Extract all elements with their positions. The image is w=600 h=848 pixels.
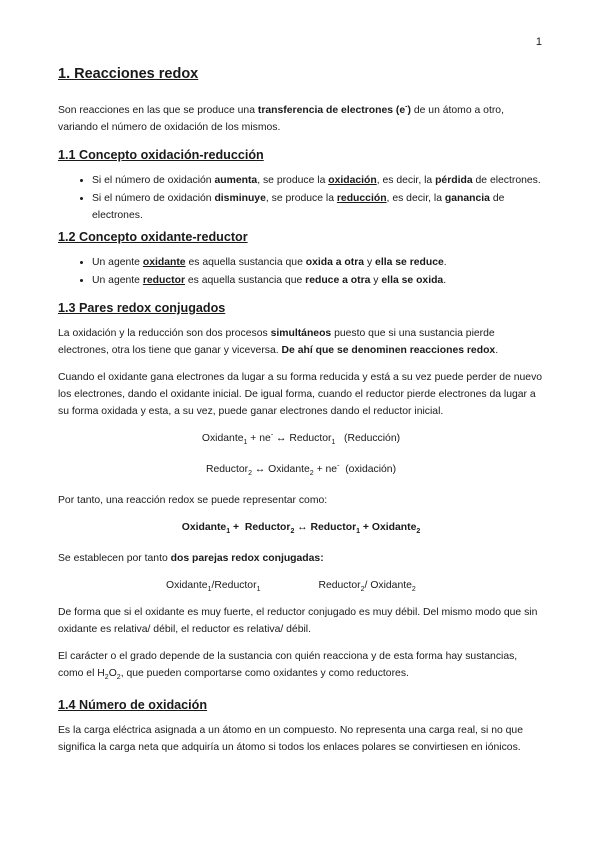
paragraph: Es la carga eléctrica asignada a un átomo en un compuesto. No representa una carga real, si no que significa la carga neta que adquiría un átomo si todos los enlaces polares se convirtiesen en iónicos. [58, 725, 523, 753]
intro-paragraph [58, 102, 544, 136]
intro-text-2: de un átomo a otro, variando el número de oxidación de los mismos. [58, 105, 504, 133]
eq-term: Oxidante [181, 522, 227, 533]
key-term-underlined: reducción [336, 193, 387, 204]
redox-pair-1 [166, 577, 260, 594]
paragraph: De forma que si el oxidante es muy fuerte, el reductor conjugado es muy débil. Del mismo modo que sin oxidante es relativa/ débil, el reductor es relativa/ débil. [58, 607, 538, 635]
text: El carácter o el grado depende de la sustancia con quién reacciona y de esta forma hay sustancias, como el H [58, 651, 518, 679]
eq-term: (oxidación) [339, 464, 397, 475]
section-heading-1-4: 1.4 Número de oxidación [58, 698, 208, 712]
text: Si el número de oxidación [92, 193, 215, 204]
equation-oxidation [58, 461, 544, 478]
intro-key-term [258, 105, 411, 116]
list-item [92, 272, 544, 289]
list-item [92, 172, 544, 189]
eq-sub: 1 [207, 586, 212, 594]
eq-term: / Oxidante [364, 580, 412, 591]
text: . [443, 257, 447, 268]
redox-pairs [166, 577, 544, 594]
page-content [58, 64, 544, 766]
paragraph: Cuando el oxidante gana electrones da lugar a su forma reducida y está a su vez puede perder de nuevo los electrones, dando el oxidante inicial. De igual forma, cuando el reductor pierde electrones da lugar a su forma oxidada y esta, a su vez, puede ganar electrones dando el reductor inicial. [58, 372, 543, 417]
eq-sub: 1 [243, 439, 248, 447]
eq-term: Reductor [205, 464, 249, 475]
eq-sup: - [337, 462, 340, 470]
text: de electrones. [472, 175, 541, 186]
section-heading-1-3: 1.3 Pares redox conjugados [58, 301, 226, 315]
key-term: oxida a otra [305, 257, 365, 268]
eq-term: (Reducción) [335, 433, 401, 444]
text: y [370, 275, 382, 286]
eq-term: Oxidante [166, 580, 208, 591]
eq-term: + Reductor [230, 522, 291, 533]
eq-term: Reductor [318, 580, 361, 591]
eq-sub: 1 [331, 439, 336, 447]
eq-term: + ne [247, 433, 271, 444]
eq-sub: 1 [356, 528, 361, 536]
bullet-list-1-2 [58, 254, 544, 289]
text: , es decir, la [376, 175, 436, 186]
eq-sub: 2 [411, 586, 416, 594]
text: de electrones. [92, 193, 505, 221]
equation-reduction [58, 430, 544, 447]
text: es aquella sustancia que [185, 257, 306, 268]
key-term: dos parejas redox conjugadas: [170, 553, 324, 564]
text: , que pueden comportarse como oxidantes y como reductores. [120, 668, 409, 679]
paragraph [58, 648, 544, 682]
eq-sup: - [270, 431, 274, 439]
text: puesto que si una sustancia pierde electrones, otra los tiene que ganar y viceversa. [58, 328, 495, 356]
key-term: simultáneos [270, 328, 332, 339]
key-term: reduce a otra [305, 275, 371, 286]
paragraph [58, 325, 544, 359]
text: . [443, 275, 447, 286]
eq-term: ↔ Oxidante [252, 464, 310, 475]
eq-sub: 1 [226, 528, 231, 536]
text: O [108, 668, 117, 679]
key-term: De ahí que se denominen reacciones redox [281, 345, 496, 356]
text: Si el número de oxidación [92, 175, 215, 186]
intro-sup: - [405, 103, 408, 111]
paragraph: Por tanto, una reacción redox se puede representar como: [58, 495, 328, 506]
page-number: 1 [535, 36, 542, 48]
eq-sub: 1 [256, 586, 261, 594]
text: y [364, 257, 376, 268]
text: , es decir, la [386, 193, 445, 204]
paragraph [58, 550, 544, 567]
intro-key-2: ) [407, 105, 411, 116]
intro-key-1: transferencia de electrones (e [257, 105, 406, 116]
eq-term: + Oxidante [360, 522, 417, 533]
key-term: ella se reduce [375, 257, 444, 268]
text: , se produce la [257, 175, 329, 186]
section-heading-1-1: 1.1 Concepto oxidación-reducción [58, 148, 264, 162]
text: es aquella sustancia que [185, 275, 306, 286]
text: , se produce la [265, 193, 337, 204]
section-heading-1-2: 1.2 Concepto oxidante-reductor [58, 230, 248, 244]
eq-sub: 2 [248, 470, 253, 478]
equation-redox-overall [58, 519, 544, 536]
key-term-underlined: oxidante [142, 257, 186, 268]
eq-sub: 2 [309, 470, 314, 478]
eq-sub: 2 [360, 586, 365, 594]
eq-term: ↔ Reductor [294, 522, 357, 533]
list-item [92, 190, 544, 224]
eq-term: /Reductor [211, 580, 257, 591]
list-item [92, 254, 544, 271]
key-term: aumenta [214, 175, 258, 186]
formula-sub: 2 [104, 674, 109, 682]
eq-sub: 2 [290, 528, 295, 536]
text: Se establecen por tanto [58, 553, 171, 564]
text: La oxidación y la reducción son dos procesos [58, 328, 271, 339]
key-term-underlined: oxidación [328, 175, 377, 186]
eq-sub: 2 [416, 528, 421, 536]
redox-pair-2 [318, 577, 415, 594]
text: Un agente [92, 257, 143, 268]
text: Un agente [92, 275, 143, 286]
formula-sub: 2 [116, 674, 121, 682]
key-term: pérdida [435, 175, 473, 186]
key-term: ella se oxida [381, 275, 444, 286]
key-term: disminuye [214, 193, 266, 204]
page-title: 1. Reacciones redox [58, 66, 199, 82]
eq-term: + ne [313, 464, 338, 475]
key-term-underlined: reductor [142, 275, 185, 286]
text: . [495, 345, 499, 356]
key-term: ganancia [444, 193, 490, 204]
eq-term: Oxidante [201, 433, 244, 444]
eq-term: ↔ Reductor [273, 433, 332, 444]
intro-text-1: Son reacciones en las que se produce una [58, 105, 258, 116]
bullet-list-1-1 [58, 172, 544, 224]
